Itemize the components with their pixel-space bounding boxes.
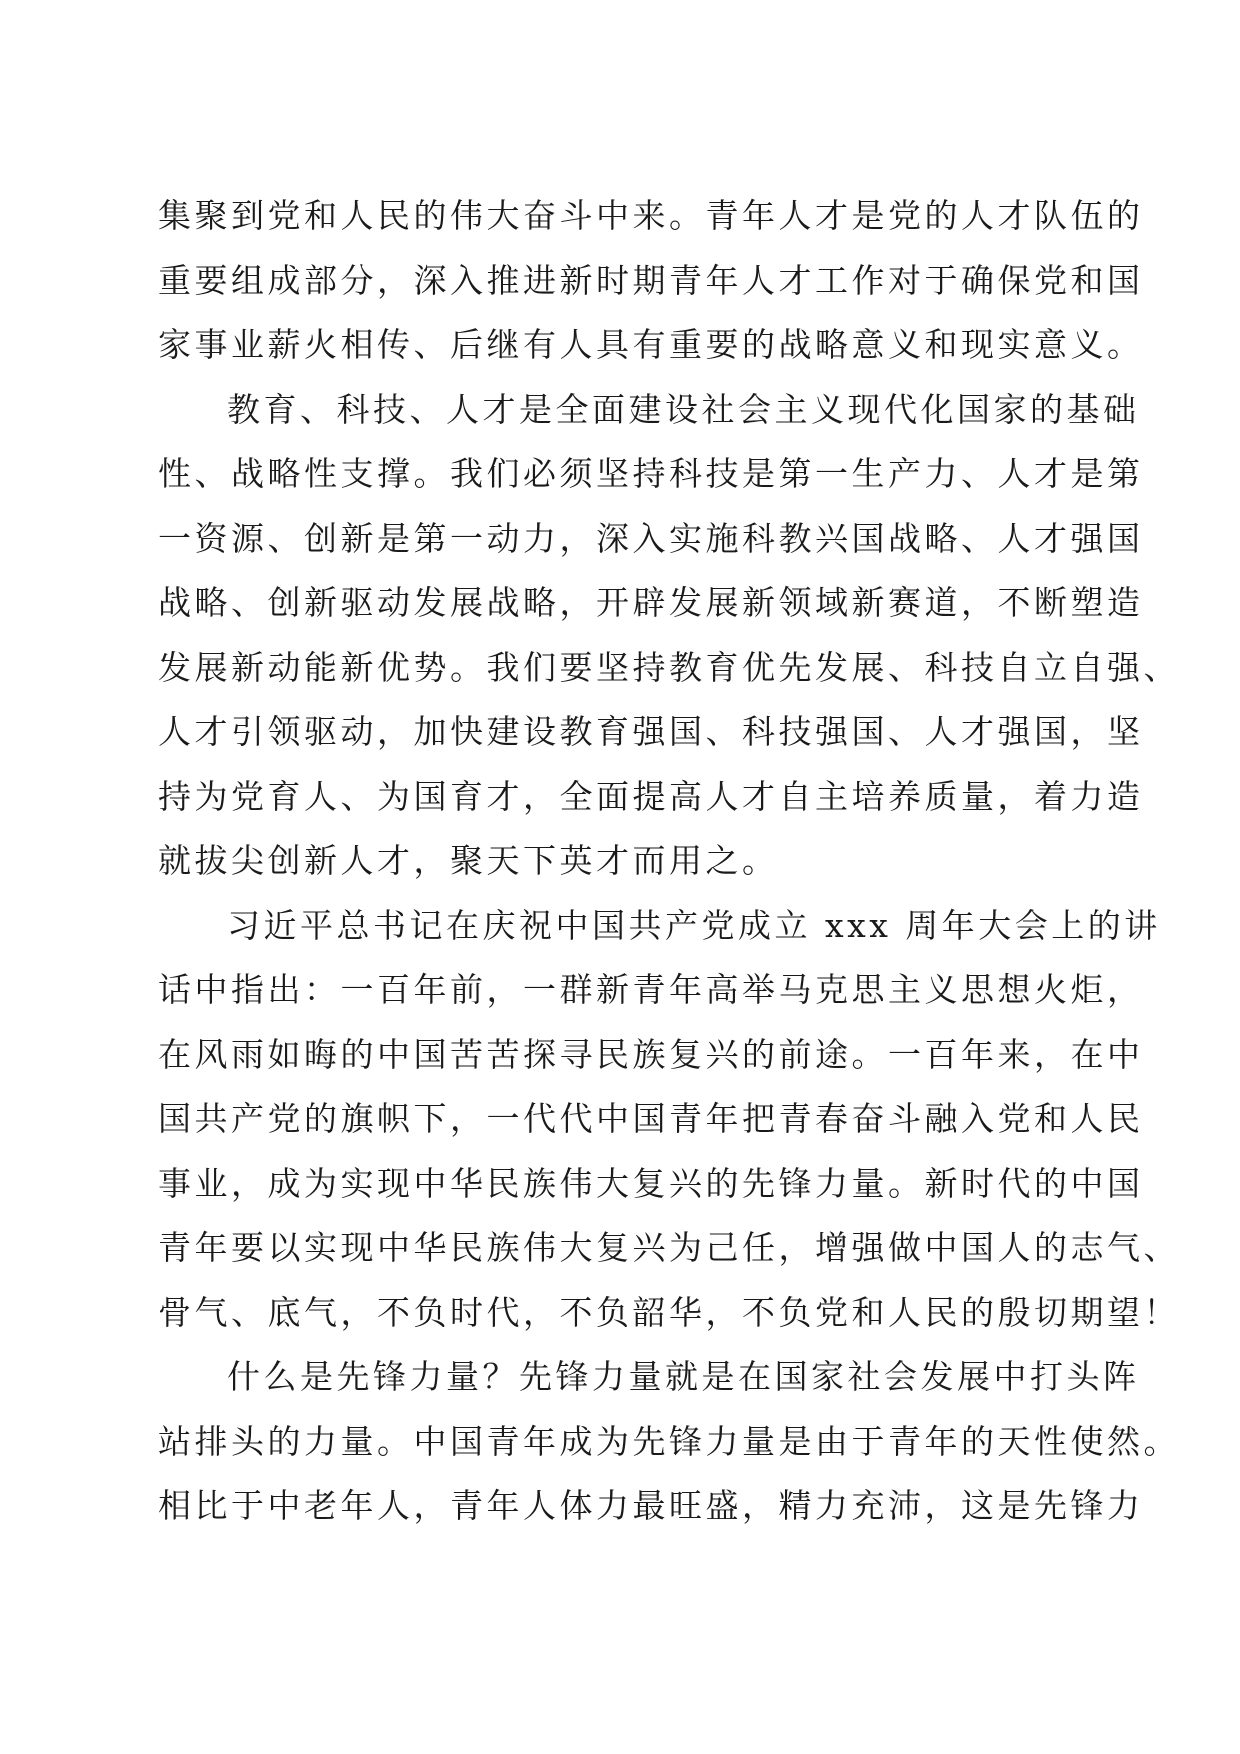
text-line: 教育、科技、人才是全面建设社会主义现代化国家的基础 bbox=[227, 389, 1140, 429]
paragraph-education-tech-talent bbox=[158, 378, 1180, 894]
text-line: 性、战略性支撑。我们必须坚持科技是第一生产力、人才是第 bbox=[158, 454, 1144, 493]
text-line: 在风雨如晦的中国苦苦探寻民族复兴的前途。一百年来，在中 bbox=[158, 1034, 1144, 1074]
paragraph-speech-quote bbox=[158, 894, 1180, 1346]
text-line: 重要组成部分，深入推进新时期青年人才工作对于确保党和国 bbox=[158, 260, 1144, 300]
text-line: 战略、创新驱动发展战略，开辟发展新领域新赛道，不断塑造 bbox=[158, 583, 1144, 622]
text-line: 什么是先锋力量？先锋力量就是在国家社会发展中打头阵 bbox=[227, 1357, 1140, 1396]
text-line: 骨气、底气，不负时代，不负韶华，不负党和人民的殷切期望！ bbox=[158, 1292, 1180, 1332]
text-line: 持为党育人、为国育才，全面提高人才自主培养质量，着力造 bbox=[158, 776, 1144, 816]
text-line: 家事业薪火相传、后继有人具有重要的战略意义和现实意义。 bbox=[158, 325, 1144, 364]
document-body bbox=[158, 184, 1180, 1539]
paragraph-continued bbox=[158, 184, 1144, 378]
text-line: 国共产党的旗帜下，一代代中国青年把青春奋斗融入党和人民 bbox=[158, 1099, 1144, 1138]
text-line: 习近平总书记在庆祝中国共产党成立 xxx 周年大会上的讲 bbox=[227, 905, 1161, 945]
text-line: 相比于中老年人，青年人体力最旺盛，精力充沛，这是先锋力 bbox=[158, 1486, 1144, 1525]
text-line: 一资源、创新是第一动力，深入实施科教兴国战略、人才强国 bbox=[158, 518, 1144, 558]
text-line: 发展新动能新优势。我们要坚持教育优先发展、科技自立自强、 bbox=[158, 647, 1180, 687]
text-line: 话中指出：一百年前，一群新青年高举马克思主义思想火炬， bbox=[158, 970, 1144, 1009]
paragraph-vanguard-force bbox=[158, 1345, 1180, 1539]
text-line: 人才引领驱动，加快建设教育强国、科技强国、人才强国，坚 bbox=[158, 712, 1144, 751]
text-line: 就拔尖创新人才，聚天下英才而用之。 bbox=[158, 841, 779, 880]
text-line: 青年要以实现中华民族伟大复兴为己任，增强做中国人的志气、 bbox=[158, 1228, 1180, 1267]
text-line: 站排头的力量。中国青年成为先锋力量是由于青年的天性使然。 bbox=[158, 1421, 1180, 1461]
text-line: 集聚到党和人民的伟大奋斗中来。青年人才是党的人才队伍的 bbox=[158, 196, 1144, 235]
text-line: 事业，成为实现中华民族伟大复兴的先锋力量。新时代的中国 bbox=[158, 1163, 1144, 1203]
